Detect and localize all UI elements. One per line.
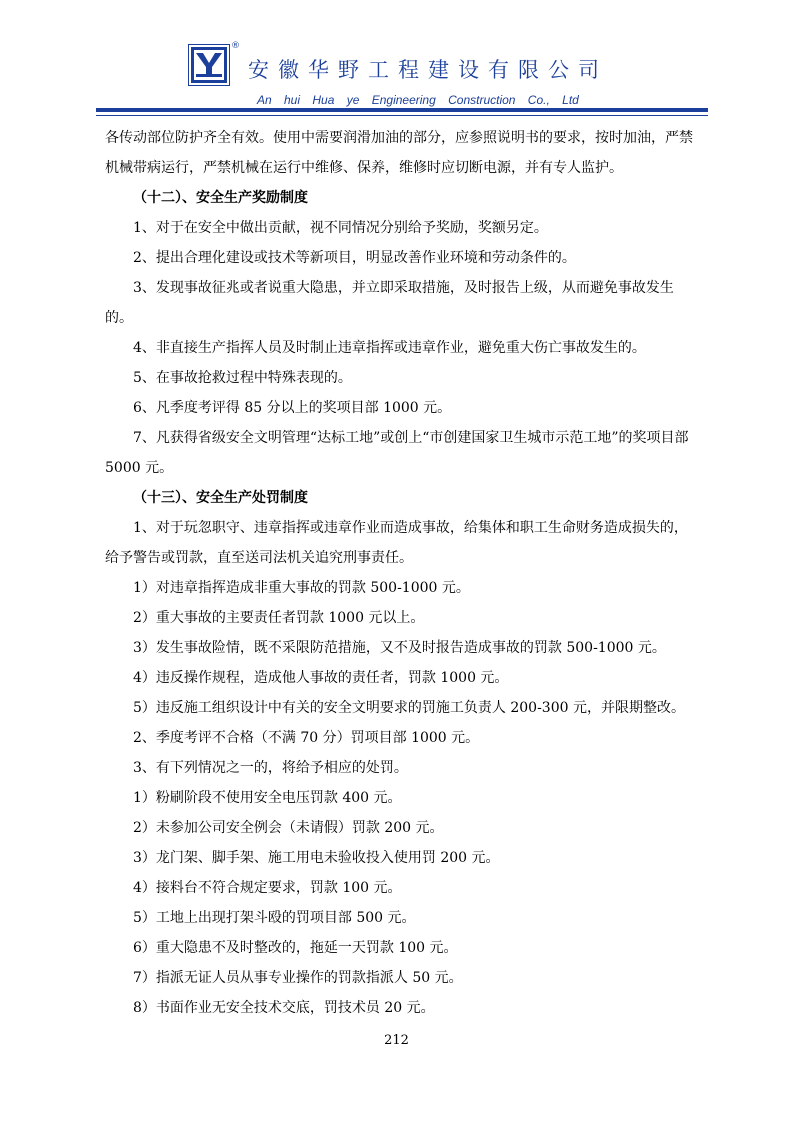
company-name-cn: 安徽华野工程建设有限公司 (248, 58, 608, 82)
body-paragraph: 2）重大事故的主要责任者罚款 1000 元以上。 (133, 610, 425, 626)
header-rule-thin (96, 115, 708, 116)
body-paragraph: 4、非直接生产指挥人员及时制止违章指挥或违章作业，避免重大伤亡事故发生的。 (133, 340, 646, 356)
body-paragraph: 3、有下列情况之一的，将给予相应的处罚。 (133, 760, 408, 776)
body-paragraph: 4）接料台不符合规定要求，罚款 100 元。 (133, 880, 402, 896)
body-paragraph: 5）工地上出现打架斗殴的罚项目部 500 元。 (133, 910, 416, 926)
body-paragraph: 5、在事故抢救过程中特殊表现的。 (133, 370, 352, 386)
body-paragraph: 1、对于玩忽职守、违章指挥或违章作业而造成事故，给集体和职工生命财务造成损失的，给予警告或罚款，直至送司法机关追究刑事责任。 (105, 520, 688, 566)
body-paragraph: 6、凡季度考评得 85 分以上的奖项目部 1000 元。 (133, 400, 452, 416)
body-paragraph: 6）重大隐患不及时整改的，拖延一天罚款 100 元。 (133, 940, 458, 956)
body-paragraph: 7、凡获得省级安全文明管理“达标工地”或创上“市创建国家卫生城市示范工地”的奖项目部 5000 元。 (105, 430, 689, 476)
body-paragraph: 7）指派无证人员从事专业操作的罚款指派人 50 元。 (133, 970, 463, 986)
page-header (0, 0, 793, 120)
header-rule-thick (96, 108, 708, 112)
body-paragraph: 3）龙门架、脚手架、施工用电未验收投入使用罚 200 元。 (133, 850, 500, 866)
section-heading: （十三）、安全生产处罚制度 (133, 490, 308, 506)
body-paragraph: 8）书面作业无安全技术交底，罚技术员 20 元。 (133, 1000, 435, 1016)
page-number: 212 (384, 1033, 409, 1048)
body-paragraph: 1、对于在安全中做出贡献，视不同情况分别给予奖励，奖额另定。 (133, 220, 548, 236)
body-paragraph: 3）发生事故险情，既不采限防范措施，又不及时报告造成事故的罚款 500-1000 元。 (133, 640, 666, 656)
body-paragraph: 5）违反施工组织设计中有关的安全文明要求的罚施工负责人 200-300 元，并限期整改。 (133, 700, 685, 716)
body-paragraph: 2）未参加公司安全例会（未请假）罚款 200 元。 (133, 820, 444, 836)
body-paragraph: 3、发现事故征兆或者说重大隐患，并立即采取措施，及时报告上级，从而避免事故发生的。 (105, 280, 674, 326)
body-paragraph: 各传动部位防护齐全有效。使用中需要润滑加油的部分，应参照说明书的要求，按时加油，严禁机械带病运行，严禁机械在运行中维修、保养，维修时应切断电源，并有专人监护。 (105, 130, 693, 176)
registered-mark: ® (231, 41, 240, 51)
body-paragraph: 1）对违章指挥造成非重大事故的罚款 500-1000 元。 (133, 580, 470, 596)
body-paragraph: 2、提出合理化建设或技术等新项目，明显改善作业环境和劳动条件的。 (133, 250, 576, 266)
company-name-en: An hui Hua ye Engineering Construction Co., Ltd (257, 93, 579, 107)
company-logo-icon (188, 44, 230, 86)
body-paragraph: 2、季度考评不合格（不满 70 分）罚项目部 1000 元。 (133, 730, 480, 746)
document-body (105, 123, 700, 1023)
section-heading: （十二）、安全生产奖励制度 (133, 190, 308, 206)
body-paragraph: 4）违反操作规程，造成他人事故的责任者，罚款 1000 元。 (133, 670, 509, 686)
body-paragraph: 1）粉刷阶段不使用安全电压罚款 400 元。 (133, 790, 402, 806)
